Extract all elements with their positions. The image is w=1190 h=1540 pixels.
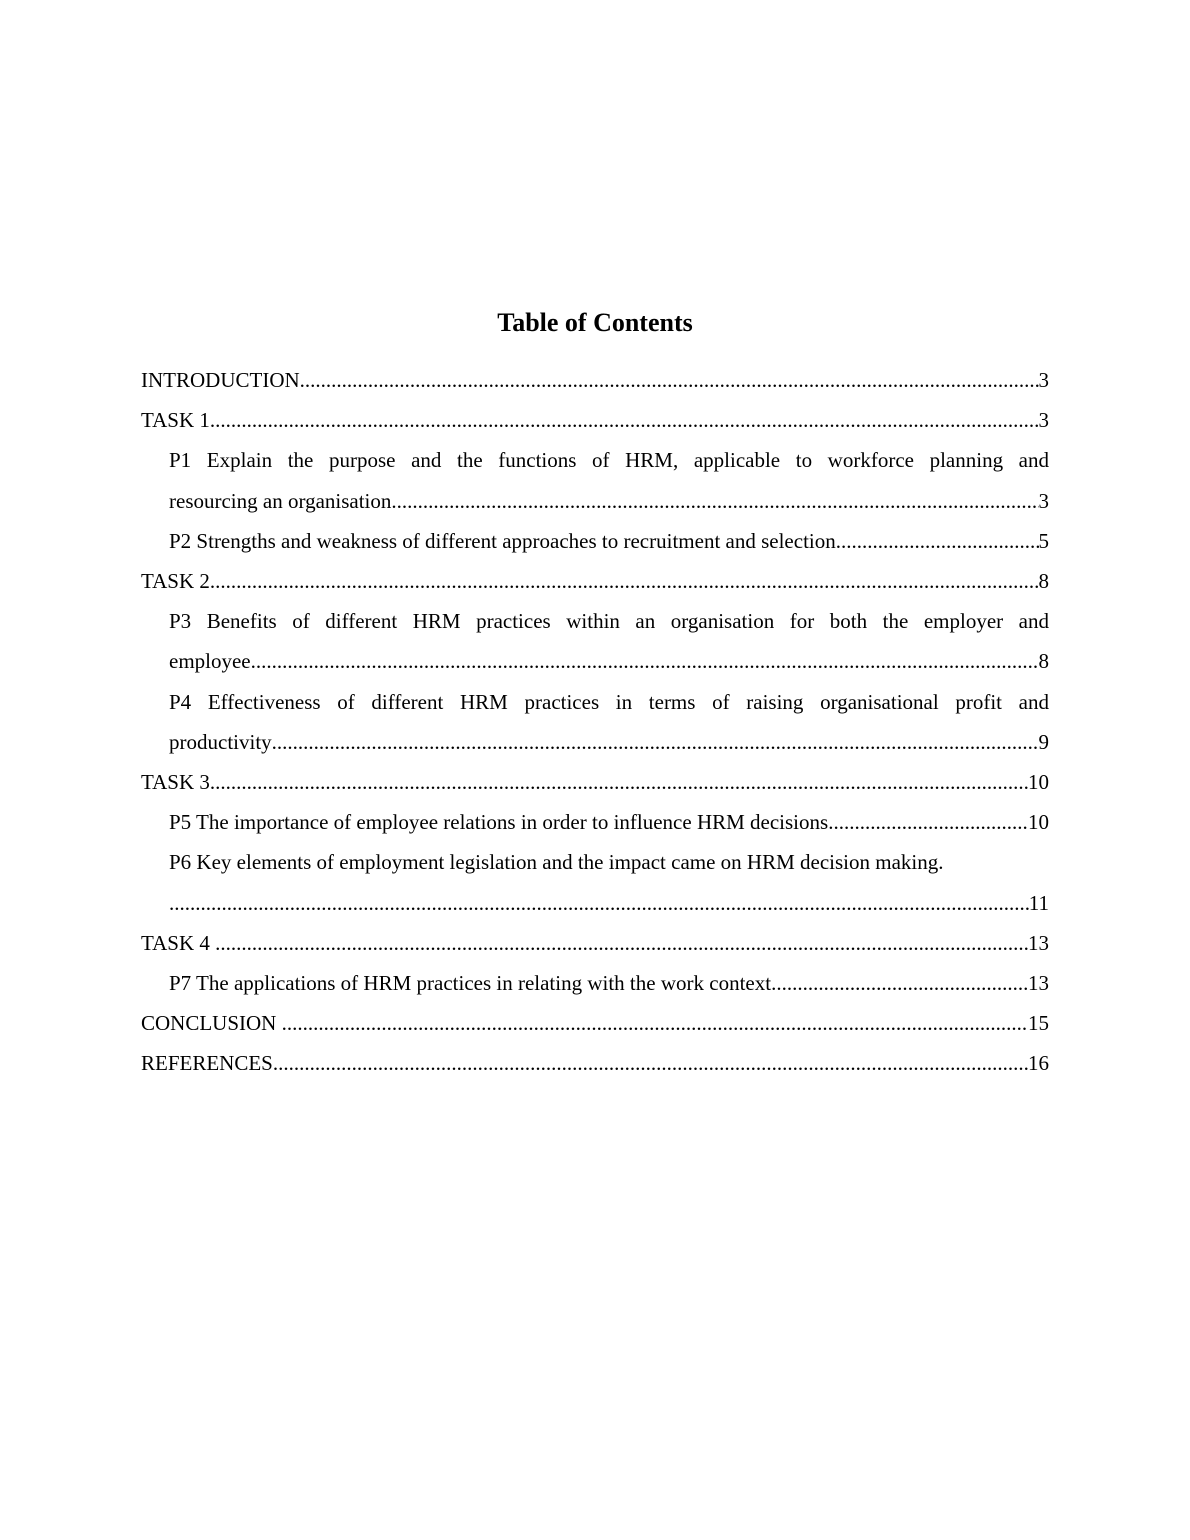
dot-leader [251, 641, 1039, 681]
toc-page-number: 16 [1028, 1051, 1049, 1076]
dot-leader [169, 883, 1029, 923]
toc-page-number: 3 [1038, 488, 1049, 513]
toc-entry-task-1[interactable] [141, 400, 1049, 440]
toc-page-number: 15 [1028, 1011, 1049, 1036]
toc-entry-text-line-1: P6 Key elements of employment legislation and the impact came on HRM decision making. [169, 850, 944, 875]
toc-entry-text-line-2: employee [169, 649, 251, 674]
dot-leader [210, 762, 1028, 802]
toc-entry-text: INTRODUCTION [141, 368, 300, 392]
toc-entry-conclusion[interactable] [141, 1003, 1049, 1043]
toc-entry-p3[interactable] [169, 601, 1049, 681]
toc-entry-p7[interactable] [169, 963, 1049, 1003]
dot-leader [273, 1043, 1028, 1083]
toc-entry-last-line [169, 883, 1049, 923]
dot-leader [836, 521, 1039, 561]
table-of-contents [141, 360, 1049, 1084]
toc-entry-text: P7 The applications of HRM practices in relating with the work context [169, 971, 772, 996]
toc-entry-text-line-1: P4 Effectiveness of different HRM practices in terms of raising organisational profit and [169, 689, 1049, 714]
toc-entry-task-3[interactable] [141, 762, 1049, 802]
toc-entry-text: TASK 1 [141, 408, 210, 433]
dot-leader [210, 400, 1039, 440]
dot-leader [391, 481, 1038, 521]
toc-entry-task-4[interactable] [141, 923, 1049, 963]
toc-title: Table of Contents [497, 308, 693, 337]
toc-page-number: 3 [1038, 368, 1049, 392]
toc-entry-text-line-1: P1 Explain the purpose and the functions of HRM, applicable to workforce planning and [169, 448, 1049, 473]
dot-leader [300, 360, 1039, 400]
toc-entry-p1[interactable] [169, 440, 1049, 520]
dot-leader [272, 722, 1039, 762]
toc-entry-p4[interactable] [169, 682, 1049, 762]
toc-page-number: 8 [1038, 649, 1049, 674]
toc-entry-references[interactable] [141, 1043, 1049, 1083]
toc-entry-task-2[interactable] [141, 561, 1049, 601]
toc-entry-text-line-2: productivity [169, 729, 272, 754]
toc-page-number: 5 [1038, 528, 1049, 553]
toc-page-number: 10 [1028, 810, 1049, 835]
dot-leader [828, 802, 1028, 842]
toc-entry-last-line [169, 722, 1049, 762]
toc-page-number: 13 [1028, 930, 1049, 955]
toc-entry-last-line [169, 481, 1049, 521]
toc-entry-text-line-1: P3 Benefits of different HRM practices within an organisation for both the employer and [169, 609, 1049, 634]
toc-entry-text: CONCLUSION [141, 1011, 282, 1036]
toc-entry-p6[interactable] [169, 842, 1049, 922]
toc-entry-p5[interactable] [169, 802, 1049, 842]
toc-page-number: 13 [1028, 971, 1049, 996]
toc-page-number: 8 [1038, 569, 1049, 594]
toc-entry-p2[interactable] [169, 521, 1049, 561]
dot-leader [215, 923, 1028, 963]
dot-leader [210, 561, 1039, 601]
toc-entry-text: TASK 3 [141, 770, 210, 795]
toc-page-number: 9 [1038, 729, 1049, 754]
toc-page-number: 11 [1028, 890, 1049, 915]
toc-entry-introduction[interactable] [141, 360, 1049, 400]
toc-entry-text: TASK 2 [141, 569, 210, 594]
dot-leader [282, 1003, 1028, 1043]
toc-entry-last-line [169, 641, 1049, 681]
toc-page-number: 10 [1028, 770, 1049, 795]
toc-entry-text-line-2: resourcing an organisation [169, 488, 392, 513]
toc-entry-text: REFERENCES [141, 1051, 273, 1076]
toc-entry-text: P5 The importance of employee relations in order to influence HRM decisions [169, 810, 829, 835]
toc-entry-text: P2 Strengths and weakness of different approaches to recruitment and selection [169, 528, 836, 553]
dot-leader [771, 963, 1028, 1003]
toc-entry-text: TASK 4 [141, 930, 216, 955]
toc-page-number: 3 [1038, 408, 1049, 433]
